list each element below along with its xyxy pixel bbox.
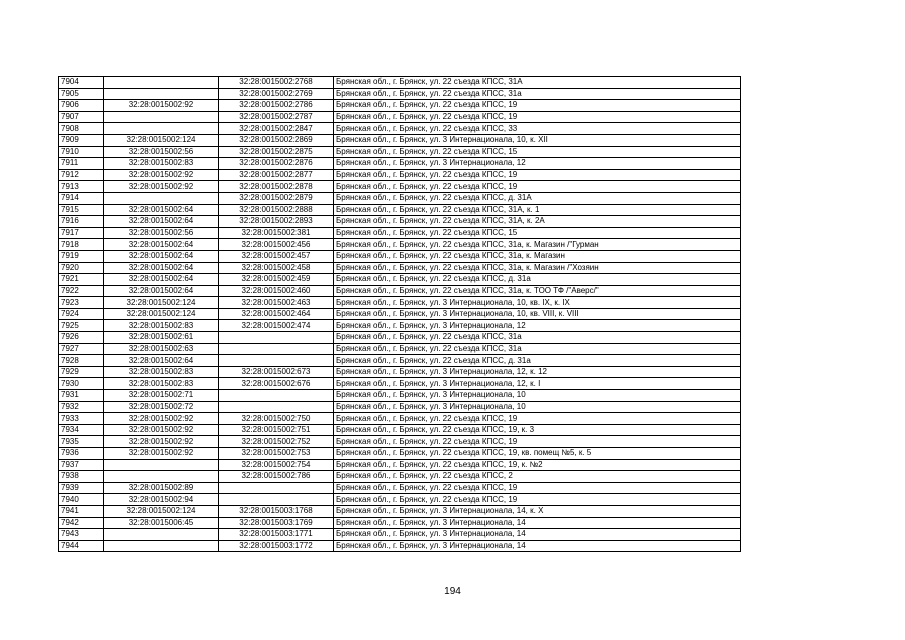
table-row — [59, 100, 741, 112]
parcel-number-cell: 32:28:0015006:45 — [104, 517, 219, 529]
address-cell: Брянская обл., г. Брянск, ул. 22 съезда КПСС, 15 — [334, 146, 741, 158]
object-number-cell: 32:28:0015002:754 — [219, 459, 334, 471]
parcel-number-cell — [104, 123, 219, 135]
object-number-cell — [219, 390, 334, 402]
object-number-cell: 32:28:0015002:752 — [219, 436, 334, 448]
address-cell: Брянская обл., г. Брянск, ул. 22 съезда КПСС, 31А — [334, 77, 741, 89]
parcel-number-cell: 32:28:0015002:64 — [104, 274, 219, 286]
row-number-cell: 7917 — [59, 227, 104, 239]
parcel-number-cell: 32:28:0015002:64 — [104, 250, 219, 262]
parcel-number-cell: 32:28:0015002:56 — [104, 227, 219, 239]
table-row — [59, 343, 741, 355]
parcel-number-cell: 32:28:0015002:83 — [104, 378, 219, 390]
address-cell: Брянская обл., г. Брянск, ул. 22 съезда КПСС, 31а, к. Магазин — [334, 250, 741, 262]
row-number-cell: 7911 — [59, 158, 104, 170]
parcel-number-cell: 32:28:0015002:83 — [104, 320, 219, 332]
object-number-cell: 32:28:0015002:2879 — [219, 192, 334, 204]
object-number-cell — [219, 332, 334, 344]
row-number-cell: 7924 — [59, 308, 104, 320]
row-number-cell: 7936 — [59, 448, 104, 460]
address-cell: Брянская обл., г. Брянск, ул. 3 Интернационала, 14 — [334, 529, 741, 541]
row-number-cell: 7921 — [59, 274, 104, 286]
table-row — [59, 88, 741, 100]
parcel-number-cell: 32:28:0015002:64 — [104, 262, 219, 274]
table-row — [59, 308, 741, 320]
parcel-number-cell: 32:28:0015002:124 — [104, 134, 219, 146]
table-row — [59, 540, 741, 552]
parcel-number-cell: 32:28:0015002:94 — [104, 494, 219, 506]
object-number-cell: 32:28:0015002:2877 — [219, 169, 334, 181]
object-number-cell: 32:28:0015003:1769 — [219, 517, 334, 529]
address-cell: Брянская обл., г. Брянск, ул. 22 съезда КПСС, 33 — [334, 123, 741, 135]
parcel-number-cell: 32:28:0015002:83 — [104, 366, 219, 378]
row-number-cell: 7934 — [59, 424, 104, 436]
object-number-cell — [219, 482, 334, 494]
table-row — [59, 424, 741, 436]
parcel-number-cell: 32:28:0015002:92 — [104, 448, 219, 460]
row-number-cell: 7935 — [59, 436, 104, 448]
address-cell: Брянская обл., г. Брянск, ул. 22 съезда КПСС, 19, кв. помещ №5, к. 5 — [334, 448, 741, 460]
address-cell: Брянская обл., г. Брянск, ул. 22 съезда КПСС, 2 — [334, 471, 741, 483]
table-row — [59, 517, 741, 529]
table-row — [59, 471, 741, 483]
row-number-cell: 7904 — [59, 77, 104, 89]
table-row — [59, 250, 741, 262]
parcel-number-cell — [104, 540, 219, 552]
address-cell: Брянская обл., г. Брянск, ул. 22 съезда КПСС, д. 31а — [334, 274, 741, 286]
row-number-cell: 7932 — [59, 401, 104, 413]
table-row — [59, 332, 741, 344]
table-row — [59, 459, 741, 471]
address-cell: Брянская обл., г. Брянск, ул. 3 Интернационала, 10, к. XII — [334, 134, 741, 146]
parcel-number-cell: 32:28:0015002:64 — [104, 355, 219, 367]
row-number-cell: 7938 — [59, 471, 104, 483]
address-cell: Брянская обл., г. Брянск, ул. 22 съезда КПСС, 19 — [334, 482, 741, 494]
object-number-cell: 32:28:0015003:1771 — [219, 529, 334, 541]
object-number-cell — [219, 401, 334, 413]
parcel-number-cell: 32:28:0015002:64 — [104, 216, 219, 228]
address-cell: Брянская обл., г. Брянск, ул. 22 съезда КПСС, 19 — [334, 413, 741, 425]
table-row — [59, 204, 741, 216]
parcel-number-cell: 32:28:0015002:124 — [104, 297, 219, 309]
row-number-cell: 7943 — [59, 529, 104, 541]
table-row — [59, 320, 741, 332]
parcel-number-cell: 32:28:0015002:63 — [104, 343, 219, 355]
object-number-cell: 32:28:0015002:751 — [219, 424, 334, 436]
address-cell: Брянская обл., г. Брянск, ул. 22 съезда КПСС, 31А, к. 2А — [334, 216, 741, 228]
row-number-cell: 7920 — [59, 262, 104, 274]
address-cell: Брянская обл., г. Брянск, ул. 3 Интернационала, 12 — [334, 320, 741, 332]
address-cell: Брянская обл., г. Брянск, ул. 22 съезда КПСС, 31А, к. 1 — [334, 204, 741, 216]
object-number-cell: 32:28:0015002:2768 — [219, 77, 334, 89]
table-row — [59, 111, 741, 123]
table-row — [59, 262, 741, 274]
parcel-number-cell: 32:28:0015002:124 — [104, 308, 219, 320]
parcel-number-cell: 32:28:0015002:89 — [104, 482, 219, 494]
row-number-cell: 7922 — [59, 285, 104, 297]
row-number-cell: 7910 — [59, 146, 104, 158]
object-number-cell — [219, 494, 334, 506]
table-row — [59, 297, 741, 309]
object-number-cell: 32:28:0015002:676 — [219, 378, 334, 390]
row-number-cell: 7928 — [59, 355, 104, 367]
row-number-cell: 7940 — [59, 494, 104, 506]
row-number-cell: 7944 — [59, 540, 104, 552]
row-number-cell: 7916 — [59, 216, 104, 228]
address-cell: Брянская обл., г. Брянск, ул. 22 съезда КПСС, 19 — [334, 494, 741, 506]
table-row — [59, 169, 741, 181]
cadastral-table — [58, 76, 741, 552]
row-number-cell: 7925 — [59, 320, 104, 332]
object-number-cell: 32:28:0015003:1772 — [219, 540, 334, 552]
parcel-number-cell — [104, 111, 219, 123]
parcel-number-cell — [104, 88, 219, 100]
table-row — [59, 401, 741, 413]
object-number-cell: 32:28:0015002:2875 — [219, 146, 334, 158]
row-number-cell: 7918 — [59, 239, 104, 251]
row-number-cell: 7907 — [59, 111, 104, 123]
parcel-number-cell: 32:28:0015002:92 — [104, 413, 219, 425]
parcel-number-cell — [104, 459, 219, 471]
parcel-number-cell — [104, 529, 219, 541]
parcel-number-cell: 32:28:0015002:64 — [104, 204, 219, 216]
object-number-cell: 32:28:0015002:2888 — [219, 204, 334, 216]
address-cell: Брянская обл., г. Брянск, ул. 3 Интернационала, 10, кв. VIII, к. VIII — [334, 308, 741, 320]
parcel-number-cell: 32:28:0015002:61 — [104, 332, 219, 344]
row-number-cell: 7913 — [59, 181, 104, 193]
table-row — [59, 134, 741, 146]
table-row — [59, 216, 741, 228]
table-row — [59, 413, 741, 425]
object-number-cell: 32:28:0015002:2787 — [219, 111, 334, 123]
table-row — [59, 158, 741, 170]
parcel-number-cell: 32:28:0015002:92 — [104, 169, 219, 181]
table-row — [59, 482, 741, 494]
row-number-cell: 7937 — [59, 459, 104, 471]
address-cell: Брянская обл., г. Брянск, ул. 22 съезда КПСС, 19, к. №2 — [334, 459, 741, 471]
address-cell: Брянская обл., г. Брянск, ул. 22 съезда КПСС, д. 31А — [334, 192, 741, 204]
parcel-number-cell: 32:28:0015002:83 — [104, 158, 219, 170]
address-cell: Брянская обл., г. Брянск, ул. 22 съезда КПСС, 31а, к. Магазин /"Гурман — [334, 239, 741, 251]
row-number-cell: 7905 — [59, 88, 104, 100]
table-row — [59, 390, 741, 402]
address-cell: Брянская обл., г. Брянск, ул. 3 Интернационала, 10 — [334, 390, 741, 402]
address-cell: Брянская обл., г. Брянск, ул. 3 Интернационала, 14 — [334, 517, 741, 529]
object-number-cell: 32:28:0015002:2878 — [219, 181, 334, 193]
row-number-cell: 7926 — [59, 332, 104, 344]
row-number-cell: 7906 — [59, 100, 104, 112]
address-cell: Брянская обл., г. Брянск, ул. 22 съезда КПСС, 31а — [334, 88, 741, 100]
table-row — [59, 146, 741, 158]
parcel-number-cell — [104, 77, 219, 89]
table-row — [59, 505, 741, 517]
table-row — [59, 181, 741, 193]
row-number-cell: 7914 — [59, 192, 104, 204]
object-number-cell: 32:28:0015002:2893 — [219, 216, 334, 228]
address-cell: Брянская обл., г. Брянск, ул. 3 Интернационала, 12, к. I — [334, 378, 741, 390]
object-number-cell — [219, 355, 334, 367]
address-cell: Брянская обл., г. Брянск, ул. 22 съезда КПСС, 31а — [334, 332, 741, 344]
parcel-number-cell: 32:28:0015002:92 — [104, 181, 219, 193]
parcel-number-cell: 32:28:0015002:124 — [104, 505, 219, 517]
object-number-cell: 32:28:0015002:460 — [219, 285, 334, 297]
object-number-cell: 32:28:0015002:2869 — [219, 134, 334, 146]
table-row — [59, 366, 741, 378]
table-row — [59, 378, 741, 390]
parcel-number-cell: 32:28:0015002:92 — [104, 424, 219, 436]
object-number-cell: 32:28:0015002:2876 — [219, 158, 334, 170]
row-number-cell: 7908 — [59, 123, 104, 135]
object-number-cell: 32:28:0015002:456 — [219, 239, 334, 251]
object-number-cell: 32:28:0015002:474 — [219, 320, 334, 332]
row-number-cell: 7912 — [59, 169, 104, 181]
parcel-number-cell — [104, 471, 219, 483]
table-row — [59, 448, 741, 460]
object-number-cell: 32:28:0015002:459 — [219, 274, 334, 286]
parcel-number-cell: 32:28:0015002:72 — [104, 401, 219, 413]
object-number-cell: 32:28:0015003:1768 — [219, 505, 334, 517]
address-cell: Брянская обл., г. Брянск, ул. 22 съезда КПСС, 19 — [334, 436, 741, 448]
object-number-cell: 32:28:0015002:463 — [219, 297, 334, 309]
address-cell: Брянская обл., г. Брянск, ул. 3 Интернационала, 10 — [334, 401, 741, 413]
object-number-cell: 32:28:0015002:381 — [219, 227, 334, 239]
parcel-number-cell — [104, 192, 219, 204]
row-number-cell: 7939 — [59, 482, 104, 494]
object-number-cell: 32:28:0015002:673 — [219, 366, 334, 378]
address-cell: Брянская обл., г. Брянск, ул. 22 съезда КПСС, 19 — [334, 100, 741, 112]
table-row — [59, 529, 741, 541]
table-row — [59, 274, 741, 286]
page-number: 194 — [444, 586, 461, 597]
row-number-cell: 7909 — [59, 134, 104, 146]
object-number-cell: 32:28:0015002:2847 — [219, 123, 334, 135]
row-number-cell: 7930 — [59, 378, 104, 390]
address-cell: Брянская обл., г. Брянск, ул. 22 съезда КПСС, 15 — [334, 227, 741, 239]
table-row — [59, 77, 741, 89]
address-cell: Брянская обл., г. Брянск, ул. 3 Интернационала, 12, к. 12 — [334, 366, 741, 378]
address-cell: Брянская обл., г. Брянск, ул. 22 съезда КПСС, 31а, к. ТОО ТФ /"Аверс/" — [334, 285, 741, 297]
object-number-cell: 32:28:0015002:464 — [219, 308, 334, 320]
object-number-cell — [219, 343, 334, 355]
table-row — [59, 239, 741, 251]
object-number-cell: 32:28:0015002:2769 — [219, 88, 334, 100]
table-row — [59, 285, 741, 297]
address-cell: Брянская обл., г. Брянск, ул. 3 Интернационала, 14 — [334, 540, 741, 552]
object-number-cell: 32:28:0015002:458 — [219, 262, 334, 274]
row-number-cell: 7919 — [59, 250, 104, 262]
table-row — [59, 123, 741, 135]
address-cell: Брянская обл., г. Брянск, ул. 3 Интернационала, 12 — [334, 158, 741, 170]
row-number-cell: 7929 — [59, 366, 104, 378]
address-cell: Брянская обл., г. Брянск, ул. 22 съезда КПСС, 31а, к. Магазин /"Хозяин — [334, 262, 741, 274]
address-cell: Брянская обл., г. Брянск, ул. 3 Интернационала, 10, кв. IX, к. IX — [334, 297, 741, 309]
parcel-number-cell: 32:28:0015002:92 — [104, 100, 219, 112]
table-body — [59, 77, 741, 552]
table-row — [59, 436, 741, 448]
address-cell: Брянская обл., г. Брянск, ул. 22 съезда КПСС, 19 — [334, 169, 741, 181]
row-number-cell: 7927 — [59, 343, 104, 355]
parcel-number-cell: 32:28:0015002:56 — [104, 146, 219, 158]
parcel-number-cell: 32:28:0015002:92 — [104, 436, 219, 448]
row-number-cell: 7941 — [59, 505, 104, 517]
row-number-cell: 7915 — [59, 204, 104, 216]
address-cell: Брянская обл., г. Брянск, ул. 3 Интернационала, 14, к. X — [334, 505, 741, 517]
parcel-number-cell: 32:28:0015002:64 — [104, 239, 219, 251]
table-row — [59, 494, 741, 506]
address-cell: Брянская обл., г. Брянск, ул. 22 съезда КПСС, 19 — [334, 181, 741, 193]
object-number-cell: 32:28:0015002:750 — [219, 413, 334, 425]
row-number-cell: 7923 — [59, 297, 104, 309]
table-row — [59, 192, 741, 204]
address-cell: Брянская обл., г. Брянск, ул. 22 съезда КПСС, 19, к. 3 — [334, 424, 741, 436]
object-number-cell: 32:28:0015002:786 — [219, 471, 334, 483]
row-number-cell: 7933 — [59, 413, 104, 425]
row-number-cell: 7942 — [59, 517, 104, 529]
address-cell: Брянская обл., г. Брянск, ул. 22 съезда КПСС, д. 31а — [334, 355, 741, 367]
address-cell: Брянская обл., г. Брянск, ул. 22 съезда КПСС, 19 — [334, 111, 741, 123]
object-number-cell: 32:28:0015002:457 — [219, 250, 334, 262]
object-number-cell: 32:28:0015002:753 — [219, 448, 334, 460]
row-number-cell: 7931 — [59, 390, 104, 402]
address-cell: Брянская обл., г. Брянск, ул. 22 съезда КПСС, 31а — [334, 343, 741, 355]
object-number-cell: 32:28:0015002:2786 — [219, 100, 334, 112]
parcel-number-cell: 32:28:0015002:64 — [104, 285, 219, 297]
table-row — [59, 355, 741, 367]
parcel-number-cell: 32:28:0015002:71 — [104, 390, 219, 402]
table-row — [59, 227, 741, 239]
